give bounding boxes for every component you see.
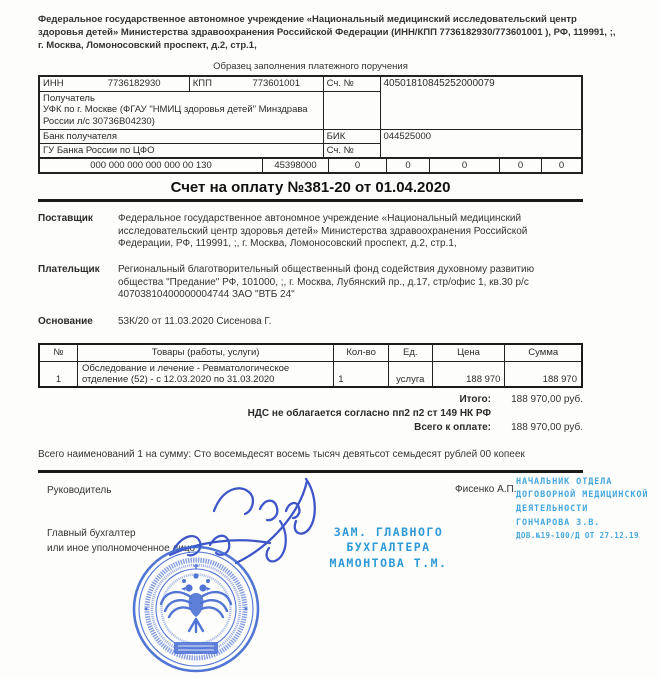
- department-head-stamp: НАЧАЛЬНИК ОТДЕЛА ДОГОВОРНОЙ МЕДИЦИНСКОЙ ДЕЯТЕЛЬНОСТИ ГОНЧАРОВА З.В. ДОВ.№19-100/Д ОТ 27.12.19: [516, 476, 649, 541]
- accountant-label: Главный бухгалтер: [47, 527, 136, 539]
- col-unit: Ед.: [388, 344, 432, 362]
- nds-line: [38, 408, 583, 419]
- code-zero-3: 0: [430, 158, 500, 172]
- basis-section: [38, 316, 583, 329]
- inn-label: ИНН: [39, 76, 80, 91]
- bik-label: БИК: [323, 129, 380, 143]
- supplier-label: Поставщик: [38, 212, 93, 224]
- total-value: 188 970,00 руб.: [511, 421, 583, 433]
- bank-value: ГУ Банка России по ЦФО: [39, 143, 323, 157]
- payer-section: [38, 264, 583, 302]
- payer-label: Плательщик: [38, 264, 100, 275]
- item-sum: 188 970: [505, 361, 582, 387]
- kpp-value: 773601001: [230, 76, 323, 91]
- col-sum: Сумма: [505, 344, 582, 362]
- items-table: [38, 343, 583, 388]
- corr-account-label: Сч. №: [323, 143, 380, 157]
- code-zero-4: 0: [500, 158, 542, 172]
- signature-block: [38, 473, 649, 678]
- bank-requisites-table: [38, 75, 583, 174]
- total-line: [38, 422, 583, 433]
- director-name: Фисенко А.П.: [455, 483, 517, 495]
- itogo-line: [38, 394, 583, 405]
- itogo-value: 188 970,00 руб.: [511, 393, 583, 405]
- item-row: [39, 361, 582, 387]
- accountant-label-2: или иное уполномоченное лицо: [47, 542, 196, 554]
- col-name: Товары (работы, услуги): [77, 344, 333, 362]
- account-label: Сч. №: [323, 76, 380, 91]
- payee-cell: [39, 91, 323, 129]
- payee-value: УФК по г. Москве (ФГАУ "НМИЦ здоровья детей" Минздрава России л/с 30736В04230): [43, 103, 308, 127]
- account-value: 40501810845252000079: [380, 76, 582, 129]
- items-header-row: [39, 344, 582, 362]
- inn-value: 7736182930: [80, 76, 190, 91]
- supplier-section: [38, 213, 583, 251]
- title-rule: [38, 199, 583, 202]
- official-round-seal: [130, 543, 262, 675]
- item-num: 1: [39, 361, 77, 387]
- basis-value: 53К/20 от 11.03.2020 Сисенова Г.: [118, 316, 272, 328]
- payee-label: Получатель: [43, 92, 95, 104]
- totals-block: [38, 394, 583, 433]
- kpp-label: КПП: [189, 76, 230, 91]
- item-name: Обследование и лечение - Ревматологическое отделение (52) - с 12.03.2020 по 31.03.2020: [77, 361, 333, 387]
- codes-row: [40, 158, 581, 172]
- deputy-accountant-stamp: ЗАМ. ГЛАВНОГО БУХГАЛТЕРА МАМОНТОВА Т.М.: [329, 524, 448, 570]
- nds-note: НДС не облагается согласно пп2 п2 ст 149 НК РФ: [247, 407, 491, 419]
- col-num: №: [39, 344, 77, 362]
- payer-value: Региональный благотворительный общественный фонд содействия духовному развитию общества "Предание" РФ, 101000, ;, г. Москва, Лубянский пр., д.17, стр/офис 1, кв.30 р/с 40703810400000004744 ЗАО "ВТБ 24": [118, 264, 535, 301]
- director-label: Руководитель: [47, 484, 112, 496]
- col-price: Цена: [432, 344, 505, 362]
- amount-in-words: Всего наименований 1 на сумму: Сто восемьдесят восемь тысяч девятьсот семьдесят рублей 00 копеек: [38, 448, 525, 460]
- invoice-title: Счет на оплату №381-20 от 01.04.2020: [170, 178, 451, 196]
- bank-label: Банк получателя: [39, 129, 323, 143]
- item-unit: услуга: [388, 361, 432, 387]
- bik-value: 044525000: [380, 129, 582, 157]
- organization-header: Федеральное государственное автономное учреждение «Национальный медицинский исследовательский центр здоровья детей» Министерства здравоохранения Российской Федерации (ИНН/КПП 7736182930/773601001 ), РФ, 119991, ;, г. Москва, Ломоносовский проспект, д.2, стр.1,: [38, 14, 616, 51]
- itogo-label: Итого:: [459, 393, 491, 405]
- code-zero-1: 0: [329, 158, 387, 172]
- code-zero-5: 0: [542, 158, 581, 172]
- account-label-spacer: [323, 91, 380, 129]
- item-qty: 1: [334, 361, 389, 387]
- supplier-value: Федеральное государственное автономное учреждение «Национальный медицинский исследовательский центр здоровья детей» Министерства здравоохранения Российской Федерации, РФ, 119991, ;, г. Москва, Ломоносовский проспект, д.2, стр.1,: [118, 212, 528, 250]
- code-zero-2: 0: [387, 158, 430, 172]
- item-price: 188 970: [432, 361, 505, 387]
- oktmo-value: 45398000: [263, 158, 329, 172]
- total-label: Всего к оплате:: [414, 421, 491, 433]
- col-qty: Кол-во: [334, 344, 389, 362]
- payment-order-caption: Образец заполнения платежного поручения: [213, 61, 408, 73]
- kbk-value: 000 000 000 000 000 00 130: [40, 158, 263, 172]
- basis-label: Основание: [38, 316, 93, 328]
